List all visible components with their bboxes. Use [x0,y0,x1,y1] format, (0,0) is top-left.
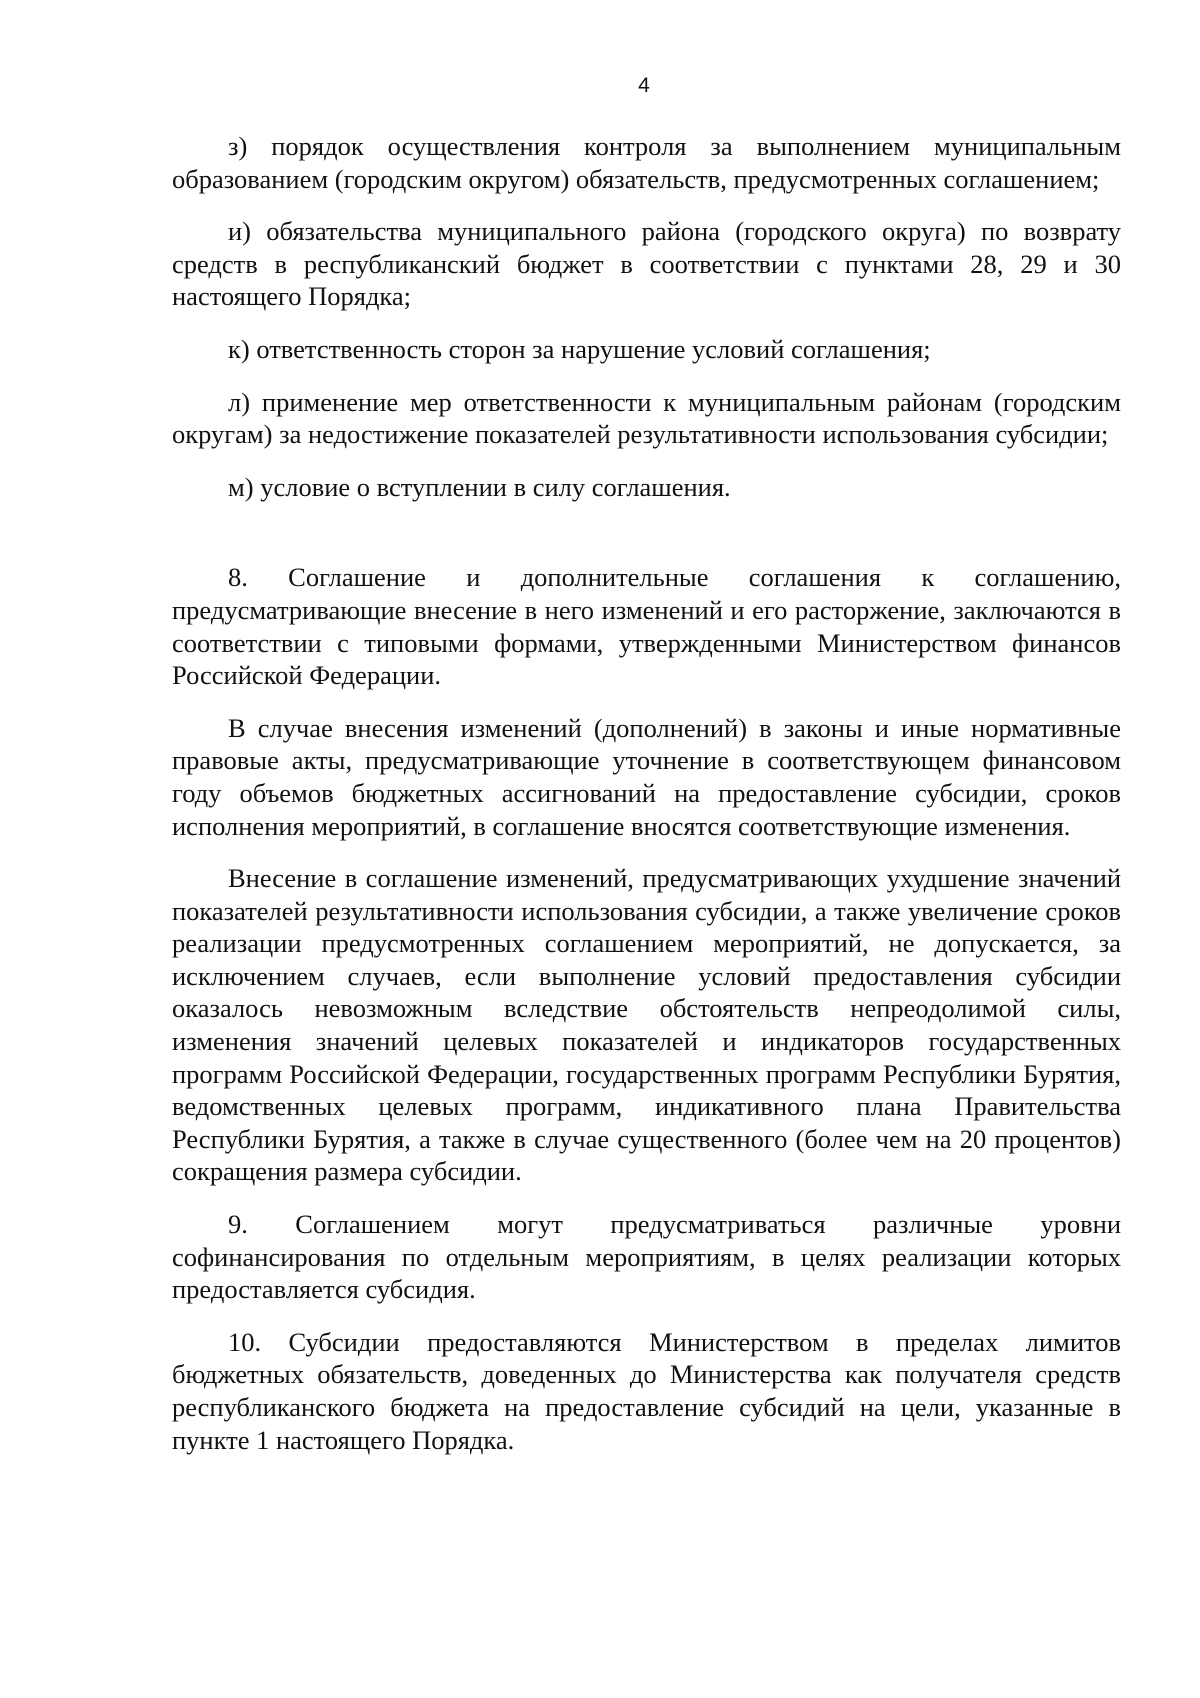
paragraph-10: 10. Субсидии предоставляются Министерством в пределах лимитов бюджетных обязательств, доведенных до Министерства как получателя средств республиканского бюджета на предоставление субсидий на цели, указанные в пункте 1 настоящего Порядка. [172,1326,1121,1455]
paragraph-m: м) условие о вступлении в силу соглашения. [228,471,731,502]
paragraph-l: л) применение мер ответственности к муниципальным районам (городским округам) за недостижение показателей результативности использования субсидии; [172,386,1121,450]
paragraph-k: к) ответственность сторон за нарушение условий соглашения; [228,333,931,364]
paragraph-i: и) обязательства муниципального района (городского округа) по возврату средств в республиканский бюджет в соответствии с пунктами 28, 29 и 30 настоящего Порядка; [172,216,1121,312]
page-number: 4 [638,74,650,97]
paragraph-8-changes: В случае внесения изменений (дополнений) в законы и иные нормативные правовые акты, предусматривающие уточнение в соответствующем финансовом году объемов бюджетных ассигнований на предоставление субсидии, сроков исполнения мероприятий, в соглашение вносятся соответствующие изменения. [172,712,1121,841]
paragraph-z: з) порядок осуществления контроля за выполнением муниципальным образованием (городским округом) обязательств, предусмотренных соглашением; [172,131,1121,194]
document-body [172,130,1121,1476]
paragraph-8: 8. Соглашение и дополнительные соглашения к соглашению, предусматривающие внесение в него изменений и его расторжение, заключаются в соответствии с типовыми формами, утвержденными Министерством финансов Российской Федерации. [172,562,1121,691]
paragraph-9: 9. Соглашением могут предусматриваться различные уровни софинансирования по отдельным мероприятиям, в целях реализации которых предоставляется субсидия. [172,1209,1121,1305]
paragraph-8-restrictions: Внесение в соглашение изменений, предусматривающих ухудшение значений показателей результативности использования субсидии, а также увеличение сроков реализации предусмотренных соглашением мероприятий, не допускается, за исключением случаев, если выполнение условий предоставления субсидии оказалось невозможным вследствие обстоятельств непреодолимой силы, изменения значений целевых показателей и индикаторов государственных программ Российской Федерации, государственных программ Республики Бурятия, ведомственных целевых программ, индикативного плана Правительства Республики Бурятия, а также в случае существенного (более чем на 20 процентов) сокращения размера субсидии. [172,863,1121,1187]
